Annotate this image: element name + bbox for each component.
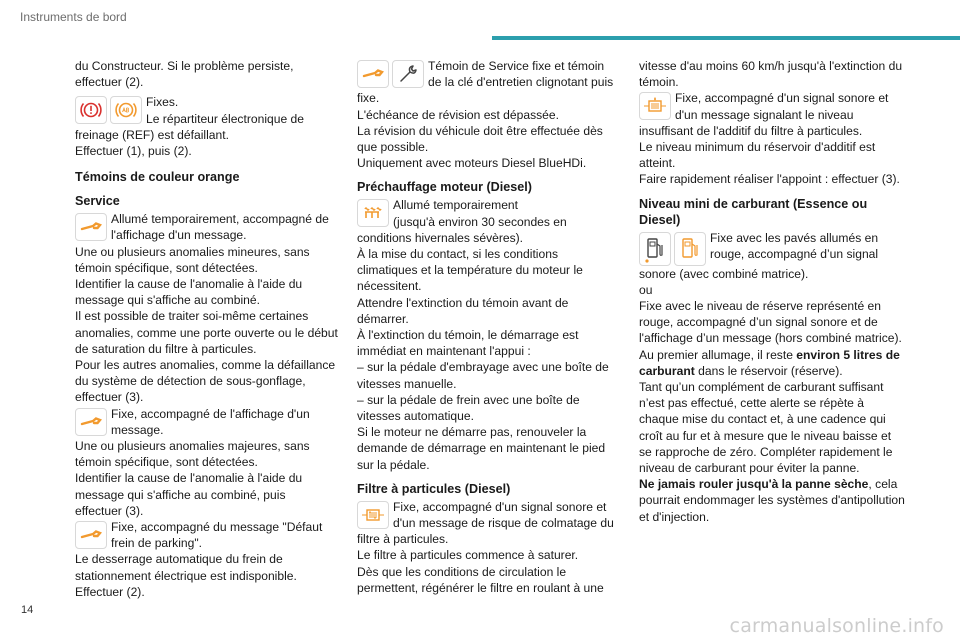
warning-text: Ne jamais rouler jusqu'à la panne sèche, cela pourrait endommager les systèmes d'antipollution et d'injection. [639, 477, 905, 524]
service-entry-1: Allumé temporairement, accompagné de l'affichage d'un message. Une ou plusieurs anomalies mineures, sans témoin spécifique, sont détectées. Identifier la cause de l'anomalie à l'aide du message qui s'affiche au combiné. Il est possible de traiter soi-même certaines anomalies, comme une porte ouverte ou le début de saturation du filtre à particules. Pour les autres anomalies, comme la défaillance du système de détection de sous-gonflage, effectuer (3). [75, 212, 338, 405]
column-3 [639, 58, 905, 525]
reserve-text: Au premier allumage, il reste environ 5 litres de carburant dans le réservoir (réserve). [639, 347, 900, 378]
page-header [0, 0, 960, 40]
abs-circle-orange-icon [110, 96, 142, 124]
glow-plug-orange-icon [357, 199, 389, 227]
intro-text-col3: vitesse d'au moins 60 km/h jusqu'à l'extinction du témoin. [639, 59, 903, 90]
wrench-gray-icon [392, 60, 424, 88]
fuel-pump-gray-icon [639, 232, 671, 266]
wrench-orange-icon [75, 521, 107, 549]
brake-circle-red-icon [75, 96, 107, 124]
section-title: Instruments de bord [20, 10, 127, 24]
accent-bar [492, 36, 960, 40]
service-entry-2: Fixe, accompagné de l'affichage d'un message. Une ou plusieurs anomalies majeures, sans témoin spécifique, sont détectées. Identifier la cause de l'anomalie à l'aide du message qui s'affiche au combiné, puis effectuer (3). [75, 406, 310, 518]
heading-preheat: Préchauffage moteur (Diesel) [357, 180, 532, 195]
heading-orange: Témoins de couleur orange [75, 170, 240, 185]
watermark: carmanualsonline.info [729, 615, 944, 637]
page-number: 14 [21, 604, 34, 616]
after-text: Tant qu’un complément de carburant suffisant n’est pas effectué, cette alerte se répète à chaque mise du contact et, à une cadence qui croît au fur et à mesure que le niveau baisse et se rapproche de zéro. Compléter rapidement le niveau de carburant pour éviter la panne. [639, 380, 893, 476]
wrench-orange-icon [75, 213, 107, 241]
fuel-pump-orange-icon [674, 232, 706, 266]
particle-filter-additive-orange-icon [639, 92, 671, 120]
wrench-orange-icon [75, 408, 107, 436]
intro-text: du Constructeur. Si le problème persiste, effectuer (2). [75, 59, 294, 90]
preheat-entry: Allumé temporairement (jusqu'à environ 30 secondes en conditions hivernales sévères). À la mise du contact, si les conditions climatiques et la température du moteur le nécessitent. Attendre l'extinction du témoin avant de démarrer. À l'extinction du témoin, le démarrage est immédiat en maintenant l'appui : – sur la pédale d'embrayage avec une boîte de vitesses manuelle. – sur la pédale de frein avec une boîte de vitesses automatique. Si le moteur ne démarre pas, renouveler la demande de démarrage en maintenant le pied sur la pédale. [357, 198, 609, 472]
dpf-entry: Fixe, accompagné d'un signal sonore et d'un message de risque de colmatage du filtre à particules. Le filtre à particules commence à saturer. Dès que les conditions de circulation le permettent, régénérer le filtre en roulant à une [357, 499, 614, 595]
column-1 [75, 58, 341, 600]
fuel-entry: Fixe avec les pavés allumés en rouge, accompagné d’un signal sonore (avec combiné matrice). ou Fixe avec le niveau de réserve représenté en rouge, accompagné d’un signal sonore et de l'affichage d’un message (hors combiné matrice). [639, 230, 902, 346]
service-entry-4: Témoin de Service fixe et témoin de la clé d'entretien clignotant puis fixe. L'échéance de révision est dépassée. La révision du véhicule doit être effectuée dès que possible. Uniquement avec moteurs Diesel BlueHDi. [357, 59, 614, 171]
wrench-orange-icon [357, 60, 389, 88]
heading-service: Service [75, 194, 120, 209]
additive-entry: Fixe, accompagné d'un signal sonore et d'un message signalant le niveau insuffisant de l'additif du filtre à particules. Le niveau minimum du réservoir d'additif est atteint. Faire rapidement réaliser l'appoint : effectuer (3). [639, 91, 900, 187]
particle-filter-orange-icon [357, 501, 389, 529]
heading-fuel: Niveau mini de carburant (Essence ou Diesel) [639, 196, 868, 227]
service-entry-3: Fixe, accompagné du message "Défaut frein de parking". Le desserrage automatique du frein de stationnement électrique est indisponible. Effectuer (2). [75, 520, 323, 599]
column-2 [357, 58, 623, 596]
ref-entry: Fixes. Le répartiteur électronique de freinage (REF) est défaillant. Effectuer (1), puis (2). [75, 95, 304, 159]
heading-dpf: Filtre à particules (Diesel) [357, 481, 511, 496]
